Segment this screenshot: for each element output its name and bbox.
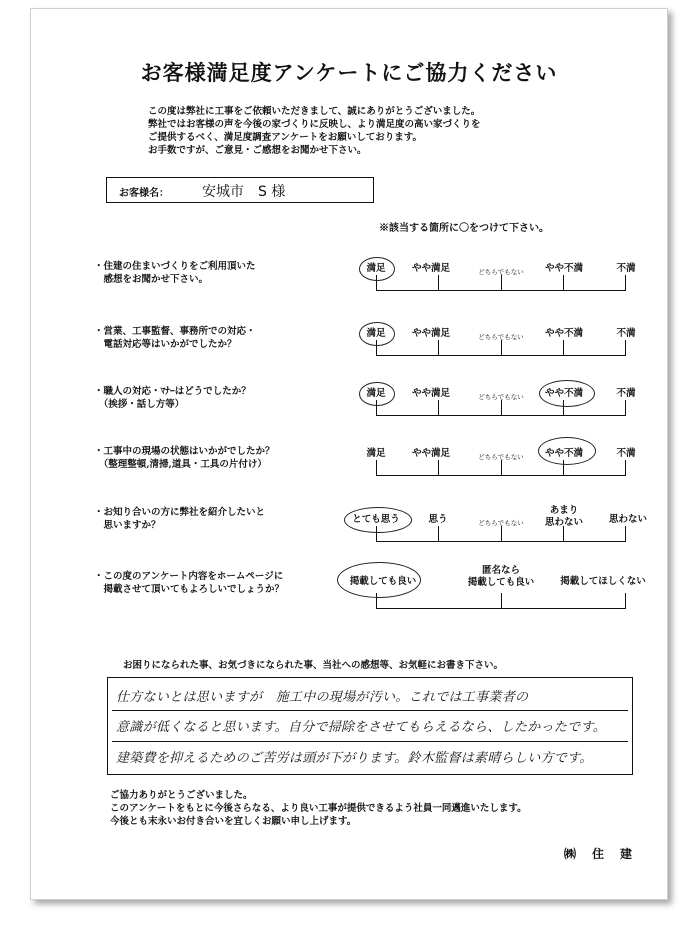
option-somewhat-satisfied: やや満足 (411, 328, 451, 339)
intro-line: 弊社ではお客様の声を今後の家づくりに反映し、より満足度の高い家づくりを (148, 119, 481, 130)
option-somewhat-satisfied: やや満足 (411, 388, 451, 399)
question-text: ・工事中の現場の状態はいかがでしたか？ (94, 446, 275, 457)
handwritten-comment-line: 仕方ないとは思いますが 施工中の現場が汚い。これでは工事業者の (116, 690, 529, 705)
comment-rule-line (112, 741, 628, 742)
option-disagree: 思わない (608, 514, 648, 525)
selection-circle (344, 507, 412, 533)
intro-line: この度は弊社に工事をご依頼いただきまして、誠にありがとうございました。 (148, 106, 481, 117)
customer-name-label: お客様名： (119, 188, 169, 199)
customer-name-value: 安城市 S 様 (202, 184, 286, 200)
option-do-not-publish: 掲載してほしくない (560, 576, 646, 587)
option-neutral: どちらでもない (478, 453, 524, 461)
option-somewhat-satisfied: やや満足 (411, 448, 451, 459)
question-text: （整理整頓,清掃,道具・工具の片付け） (94, 459, 267, 470)
option-neutral: どちらでもない (478, 333, 524, 341)
comment-prompt: お困りになられた事、お気づきになられた事、当社への感想等、お気軽にお書き下さい。 (123, 660, 504, 671)
option-unsatisfied: 不満 (616, 388, 636, 399)
intro-line: お手数ですが、ご意見・ご感想をお聞かせ下さい。 (148, 145, 367, 156)
question-text: ・この度のアンケート内容をホームページに (94, 571, 284, 582)
question-2 (94, 325, 256, 351)
instruction-text: ※該当する箇所に〇をつけて下さい。 (379, 223, 549, 234)
survey-sheet (30, 8, 668, 900)
option-strongly-agree: とても思う (352, 514, 400, 525)
selection-circle (359, 382, 395, 406)
selection-circle (359, 257, 395, 281)
option-agree: 思う (428, 514, 448, 525)
option-satisfied: 満足 (366, 263, 386, 274)
option-publish-anonymous: 匿名なら 掲載しても良い (467, 565, 535, 588)
selection-circle (337, 562, 421, 598)
option-neutral: どちらでもない (478, 519, 524, 527)
customer-name-box (106, 177, 374, 203)
rating-scale-6 (376, 593, 626, 609)
comment-rule-line (112, 710, 628, 711)
closing-line: このアンケートをもとに今後さらなる、より良い工事が提供できるよう社員一同邁進いたします。 (110, 803, 527, 814)
question-text: ・お知り合いの方に弊社を紹介したいと (94, 507, 266, 518)
option-publish-ok: 掲載しても良い (349, 576, 417, 587)
option-somewhat-satisfied: やや満足 (411, 263, 451, 274)
option-satisfied: 満足 (366, 388, 386, 399)
question-4 (94, 445, 275, 471)
handwritten-comment-line: 意識が低くなると思います。自分で掃除をさせてもらえるなら、したかったです。 (116, 720, 607, 735)
selection-circle (539, 380, 595, 407)
question-text: 感想をお聞かせ下さい。 (94, 274, 209, 285)
selection-circle (538, 437, 596, 465)
selection-circle (359, 322, 395, 346)
question-text: 掲載させて頂いてもよろしいでしょうか？ (94, 584, 285, 595)
question-text: 思いますか？ (94, 520, 161, 531)
option-somewhat-unsatisfied: やや不満 (544, 263, 584, 274)
option-satisfied: 満足 (366, 448, 386, 459)
option-somewhat-unsatisfied: やや不満 (544, 448, 584, 459)
option-satisfied: 満足 (366, 328, 386, 339)
closing-line: 今後とも末永いお付き合いを宜しくお願い申し上げます。 (110, 816, 357, 827)
question-3 (94, 385, 251, 411)
closing-line: ご協力ありがとうございました。 (110, 790, 253, 801)
question-text: ・職人の対応・ﾏﾅｰはどうでしたか？ (94, 386, 251, 397)
question-text: ・営業、工事監督、事務所での対応・ (94, 326, 256, 337)
survey-title: お客様満足度アンケートにご協力ください (140, 60, 558, 85)
option-neutral: どちらでもない (478, 268, 524, 276)
question-text: 電話対応等はいかがでしたか？ (94, 339, 237, 350)
option-unsatisfied: 不満 (616, 263, 636, 274)
closing-text (110, 789, 527, 828)
comment-box (107, 677, 633, 775)
question-text: ・住建の住まいづくりをご利用頂いた (94, 261, 256, 272)
question-text: （挨拶・話し方等） (94, 399, 185, 410)
question-6 (94, 570, 284, 596)
option-neutral: どちらでもない (478, 393, 524, 401)
intro-line: ご提供するべく、満足度調査アンケートをお願いしております。 (148, 132, 422, 143)
handwritten-comment-line: 建築費を抑えるためのご苦労は頭が下がります。鈴木監督は素晴らしい方です。 (116, 751, 593, 766)
option-not-really: あまり 思わない (544, 505, 584, 528)
company-name: ㈱ 住 建 (564, 847, 635, 861)
option-somewhat-unsatisfied: やや不満 (544, 328, 584, 339)
option-unsatisfied: 不満 (616, 448, 636, 459)
question-5 (94, 506, 265, 532)
intro-text (148, 105, 481, 157)
option-somewhat-unsatisfied: やや不満 (544, 388, 584, 399)
question-1 (94, 260, 256, 286)
option-unsatisfied: 不満 (616, 328, 636, 339)
